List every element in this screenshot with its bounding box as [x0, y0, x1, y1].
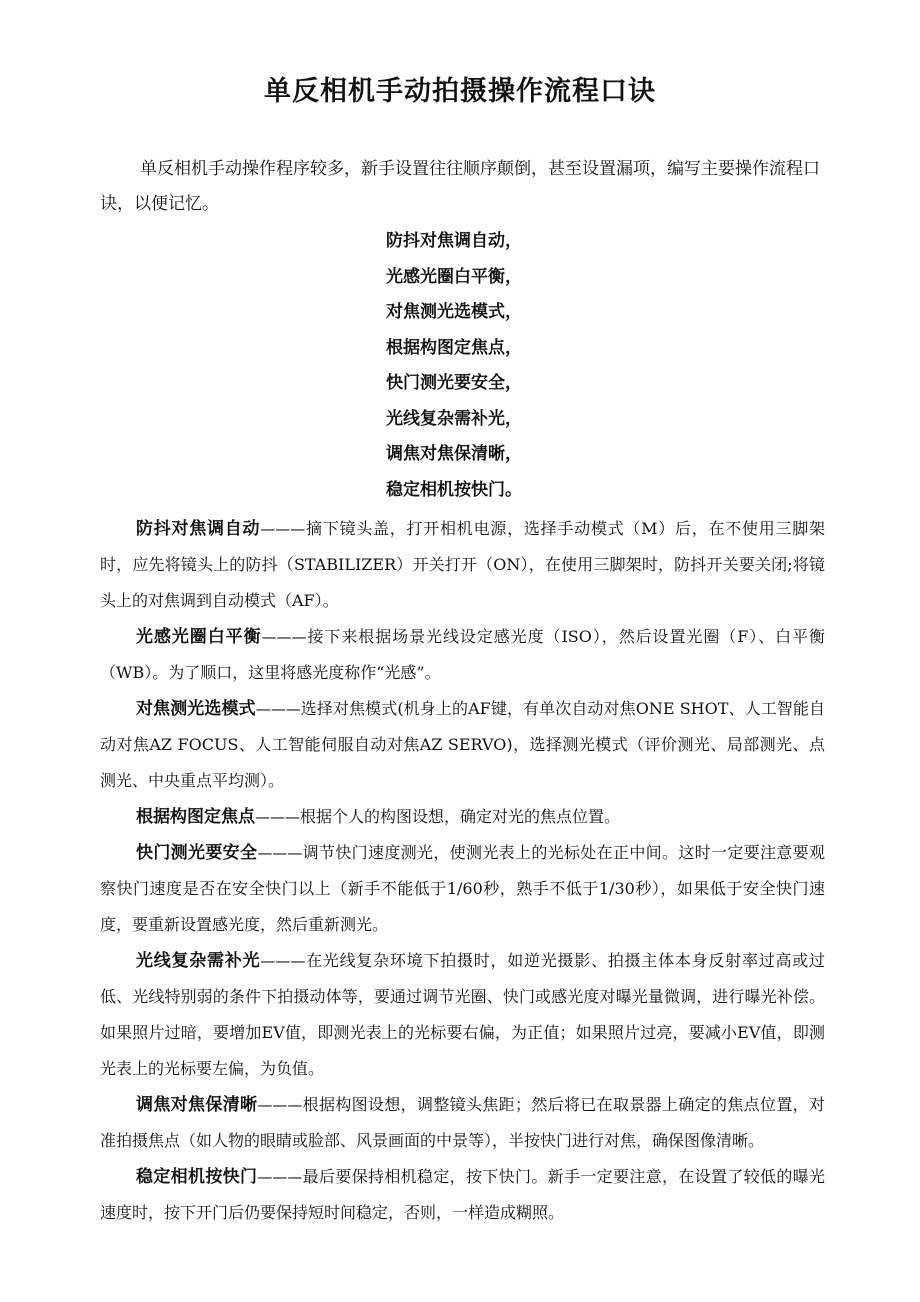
mnemonic-poem: [386, 224, 586, 508]
step-section: [100, 835, 825, 943]
poem-line: 根据构图定焦点，: [386, 337, 522, 358]
poem-line: 光感光圈白平衡，: [386, 266, 522, 287]
separator-dash: ———: [257, 844, 303, 862]
step-sections: [100, 511, 825, 1231]
step-section: [100, 943, 825, 1087]
separator-dash: ———: [260, 952, 306, 970]
step-term: 根据构图定焦点: [136, 807, 255, 827]
step-text: 最后要保持相机稳定，按下快门。新手一定要注意，在设置了较低的曝光速度时，按下开门后仍要保持短时间稳定，否则，一样造成糊照。: [100, 1167, 825, 1222]
document-title: 单反相机手动拍摄操作流程口诀: [264, 76, 656, 107]
separator-dash: ———: [260, 520, 306, 538]
step-section: [100, 691, 825, 799]
step-section: [100, 1159, 825, 1231]
separator-dash: ———: [257, 1096, 303, 1114]
step-text: 根据个人的构图设想，确定对光的焦点位置。: [300, 807, 621, 826]
step-term: 调焦对焦保清晰: [136, 1095, 258, 1115]
step-term: 快门测光要安全: [136, 843, 258, 863]
step-term: 对焦测光选模式: [136, 699, 256, 719]
step-text: 调节快门速度测光，使测光表上的光标处在正中间。这时一定要注意要观察快门速度是否在安全快门以上（新手不能低于1/60秒，熟手不低于1/30秒），如果低于安全快门速度，要重新设置感光度，然后重新测光。: [100, 843, 825, 934]
step-section: [100, 799, 825, 835]
step-term: 光感光圈白平衡: [136, 627, 262, 647]
intro-paragraph: 单反相机手动操作程序较多，新手设置往往顺序颠倒，甚至设置漏项，编写主要操作流程口诀，以便记忆。: [100, 159, 820, 214]
step-section: [100, 1087, 825, 1159]
poem-line: 快门测光要安全，: [386, 373, 522, 393]
separator-dash: ———: [255, 808, 300, 826]
poem-line: 防抖对焦调自动，: [386, 231, 522, 251]
step-term: 稳定相机按快门: [136, 1167, 258, 1187]
poem-line: 调焦对焦保清晰，: [386, 444, 522, 464]
step-text: 在光线复杂环境下拍摄时，如逆光摄影、拍摄主体本身反射率过高或过低、光线特别弱的条件下拍摄动体等，要通过调节光圈、快门或感光度对曝光量微调，进行曝光补偿。如果照片过暗，要增加EV值，即测光表上的光标要右偏，为正值；如果照片过亮，要减小EV值，即测光表上的光标要左偏，为负值。: [100, 951, 825, 1078]
step-section: [100, 619, 825, 691]
step-term: 防抖对焦调自动: [136, 519, 261, 539]
step-text: 接下来根据场景光线设定感光度（ISO），然后设置光圈（F）、白平衡（WB）。为了顺口，这里将感光度称作“光感”。: [100, 627, 825, 682]
step-text: 根据构图设想，调整镜头焦距；然后将已在取景器上确定的焦点位置，对准拍摄焦点（如人物的眼睛或脸部、风景画面的中景等），半按快门进行对焦，确保图像清晰。: [100, 1095, 825, 1150]
step-text: 选择对焦模式(机身上的AF键，有单次自动对焦ONE SHOT、人工智能自动对焦AZ FOCUS、人工智能伺服自动对焦AZ SERVO)，选择测光模式（评价测光、局部测光、点测光、中央重点平均测）。: [100, 699, 825, 790]
step-section: [100, 511, 825, 619]
poem-line: 对焦测光选模式，: [386, 302, 522, 322]
separator-dash: ———: [261, 628, 307, 646]
step-text: 摘下镜头盖，打开相机电源，选择手动模式（M）后，在不使用三脚架时，应先将镜头上的防抖（STABILIZER）开关打开（ON），在使用三脚架时，防抖开关要关闭;将镜头上的对焦调到自动模式（AF）。: [100, 519, 826, 610]
step-term: 光线复杂需补光: [136, 951, 261, 971]
separator-dash: ———: [255, 700, 301, 718]
poem-line: 稳定相机按快门。: [386, 479, 522, 500]
poem-line: 光线复杂需补光，: [386, 408, 522, 429]
separator-dash: ———: [257, 1168, 303, 1186]
